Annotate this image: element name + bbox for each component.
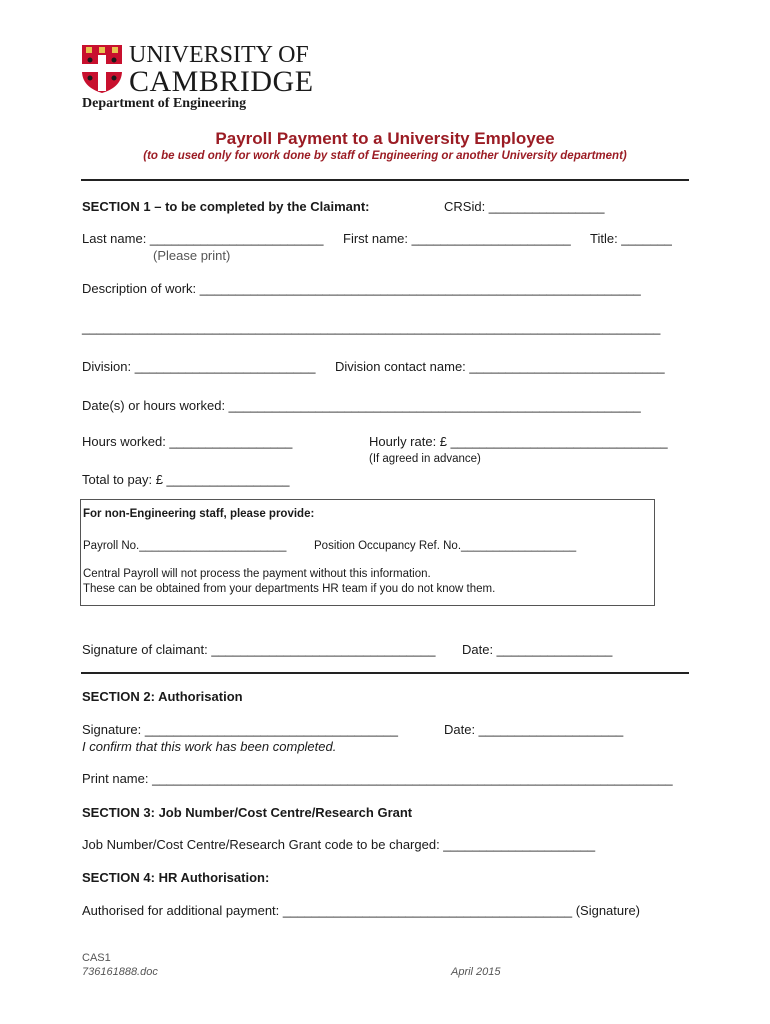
payroll-note-line1: Central Payroll will not process the payment without this information. <box>83 568 431 580</box>
authorisation-date-field[interactable]: Date: ____________________ <box>444 722 624 737</box>
last-name-field[interactable]: Last name: ________________________ <box>82 231 324 246</box>
hr-authorisation-field[interactable]: Authorised for additional payment: ________________________________________ (Signature) <box>82 903 641 918</box>
if-agreed-note: (If agreed in advance) <box>369 453 481 465</box>
division-contact-field[interactable]: Division contact name: ___________________________ <box>335 359 665 374</box>
first-name-field[interactable]: First name: ______________________ <box>343 231 571 246</box>
section-rule <box>81 672 689 674</box>
division-field[interactable]: Division: _________________________ <box>82 359 316 374</box>
claimant-signature-field[interactable]: Signature of claimant: _______________________________ <box>82 642 436 657</box>
please-print-note: (Please print) <box>153 248 231 263</box>
non-engineering-heading: For non-Engineering staff, please provide: <box>83 508 315 520</box>
footer-form-code: CAS1 <box>82 952 111 964</box>
form-title: Payroll Payment to a University Employee <box>215 129 555 148</box>
claimant-date-field[interactable]: Date: ________________ <box>462 642 613 657</box>
section3-heading: SECTION 3: Job Number/Cost Centre/Research Grant <box>82 805 413 820</box>
payroll-no-field[interactable]: Payroll No._______________________ <box>83 540 287 552</box>
form-subtitle: (to be used only for work done by staff of Engineering or another University department) <box>143 150 627 162</box>
confirm-statement: I confirm that this work has been completed. <box>82 739 337 754</box>
footer-filename: 736161888.doc <box>82 966 158 978</box>
hours-worked-field[interactable]: Hours worked: _________________ <box>82 434 293 449</box>
section1-heading: SECTION 1 – to be completed by the Claimant: <box>82 199 370 214</box>
dates-hours-field[interactable]: Date(s) or hours worked: _________________________________________________________ <box>82 398 641 413</box>
title-field[interactable]: Title: _______ <box>590 231 672 246</box>
description-field-continued[interactable]: ________________________________________________________________________________ <box>82 320 661 335</box>
section2-heading: SECTION 2: Authorisation <box>82 689 243 704</box>
cambridge-shield-icon <box>81 44 123 94</box>
crsid-field[interactable]: CRSid: ________________ <box>444 199 605 214</box>
print-name-field[interactable]: Print name: ________________________________________________________________________ <box>82 771 673 786</box>
position-ref-field[interactable]: Position Occupancy Ref. No.__________________ <box>314 540 577 552</box>
logo-line1: UNIVERSITY OF <box>129 42 309 68</box>
authorisation-signature-field[interactable]: Signature: ___________________________________ <box>82 722 398 737</box>
department-name: Department of Engineering <box>82 96 247 111</box>
total-to-pay-field[interactable]: Total to pay: £ _________________ <box>82 472 290 487</box>
logo-line2: CAMBRIDGE <box>129 65 314 98</box>
section4-heading: SECTION 4: HR Authorisation: <box>82 870 270 885</box>
hourly-rate-field[interactable]: Hourly rate: £ ______________________________ <box>369 434 668 449</box>
payroll-note-line2: These can be obtained from your departments HR team if you do not know them. <box>83 583 496 595</box>
university-logo <box>81 42 314 98</box>
footer-date: April 2015 <box>451 966 501 978</box>
header-rule <box>81 179 689 181</box>
job-number-field[interactable]: Job Number/Cost Centre/Research Grant code to be charged: _____________________ <box>82 837 596 852</box>
description-field[interactable]: Description of work: _____________________________________________________________ <box>82 281 641 296</box>
